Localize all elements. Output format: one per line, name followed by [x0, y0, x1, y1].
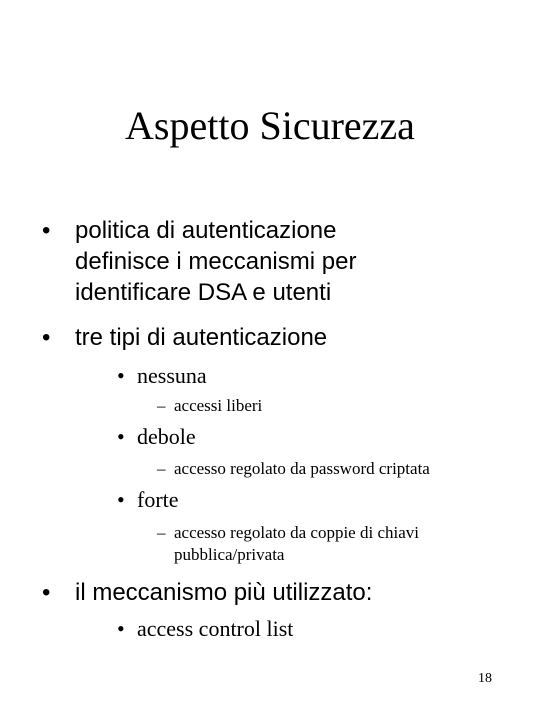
sub-bullet-text: nessuna	[137, 363, 207, 388]
bullet-dot-icon: •	[117, 424, 125, 449]
bullet-dot-icon: •	[42, 217, 51, 244]
bullet-line: definisce i meccanismi per	[75, 248, 357, 275]
sub-bullet-text: forte	[137, 487, 179, 512]
sub-bullet-text: access control list	[137, 616, 294, 641]
bullet-dot-icon: •	[42, 324, 51, 351]
bullet-text	[75, 577, 372, 608]
detail-text	[174, 522, 419, 566]
bullet-text	[75, 322, 327, 353]
detail-line: accesso regolato da coppie di chiavi	[174, 523, 419, 542]
dash-marker: –	[157, 459, 166, 478]
bullet-dot-icon: •	[117, 616, 125, 641]
bullet-dot-icon: •	[117, 363, 125, 388]
dash-marker: –	[157, 396, 166, 415]
detail-line: accesso regolato da password criptata	[174, 459, 430, 478]
bullet-text	[75, 215, 356, 308]
detail-line: pubblica/privata	[174, 545, 285, 564]
bullet-line: politica di autenticazione	[75, 217, 337, 244]
bullet-dot-icon: •	[117, 487, 125, 512]
page-number: 18	[478, 671, 492, 686]
sub-bullet-text: debole	[137, 424, 196, 449]
bullet-line: il meccanismo più utilizzato:	[75, 579, 373, 606]
detail-line: accessi liberi	[174, 396, 263, 415]
detail-text	[174, 395, 262, 417]
bullet-line: identificare DSA e utenti	[75, 279, 332, 306]
bullet-line: tre tipi di autenticazione	[75, 324, 328, 351]
dash-marker: –	[157, 523, 166, 542]
bullet-dot-icon: •	[42, 579, 51, 606]
detail-text	[174, 458, 430, 480]
slide-title: Aspetto Sicurezza	[125, 103, 415, 148]
